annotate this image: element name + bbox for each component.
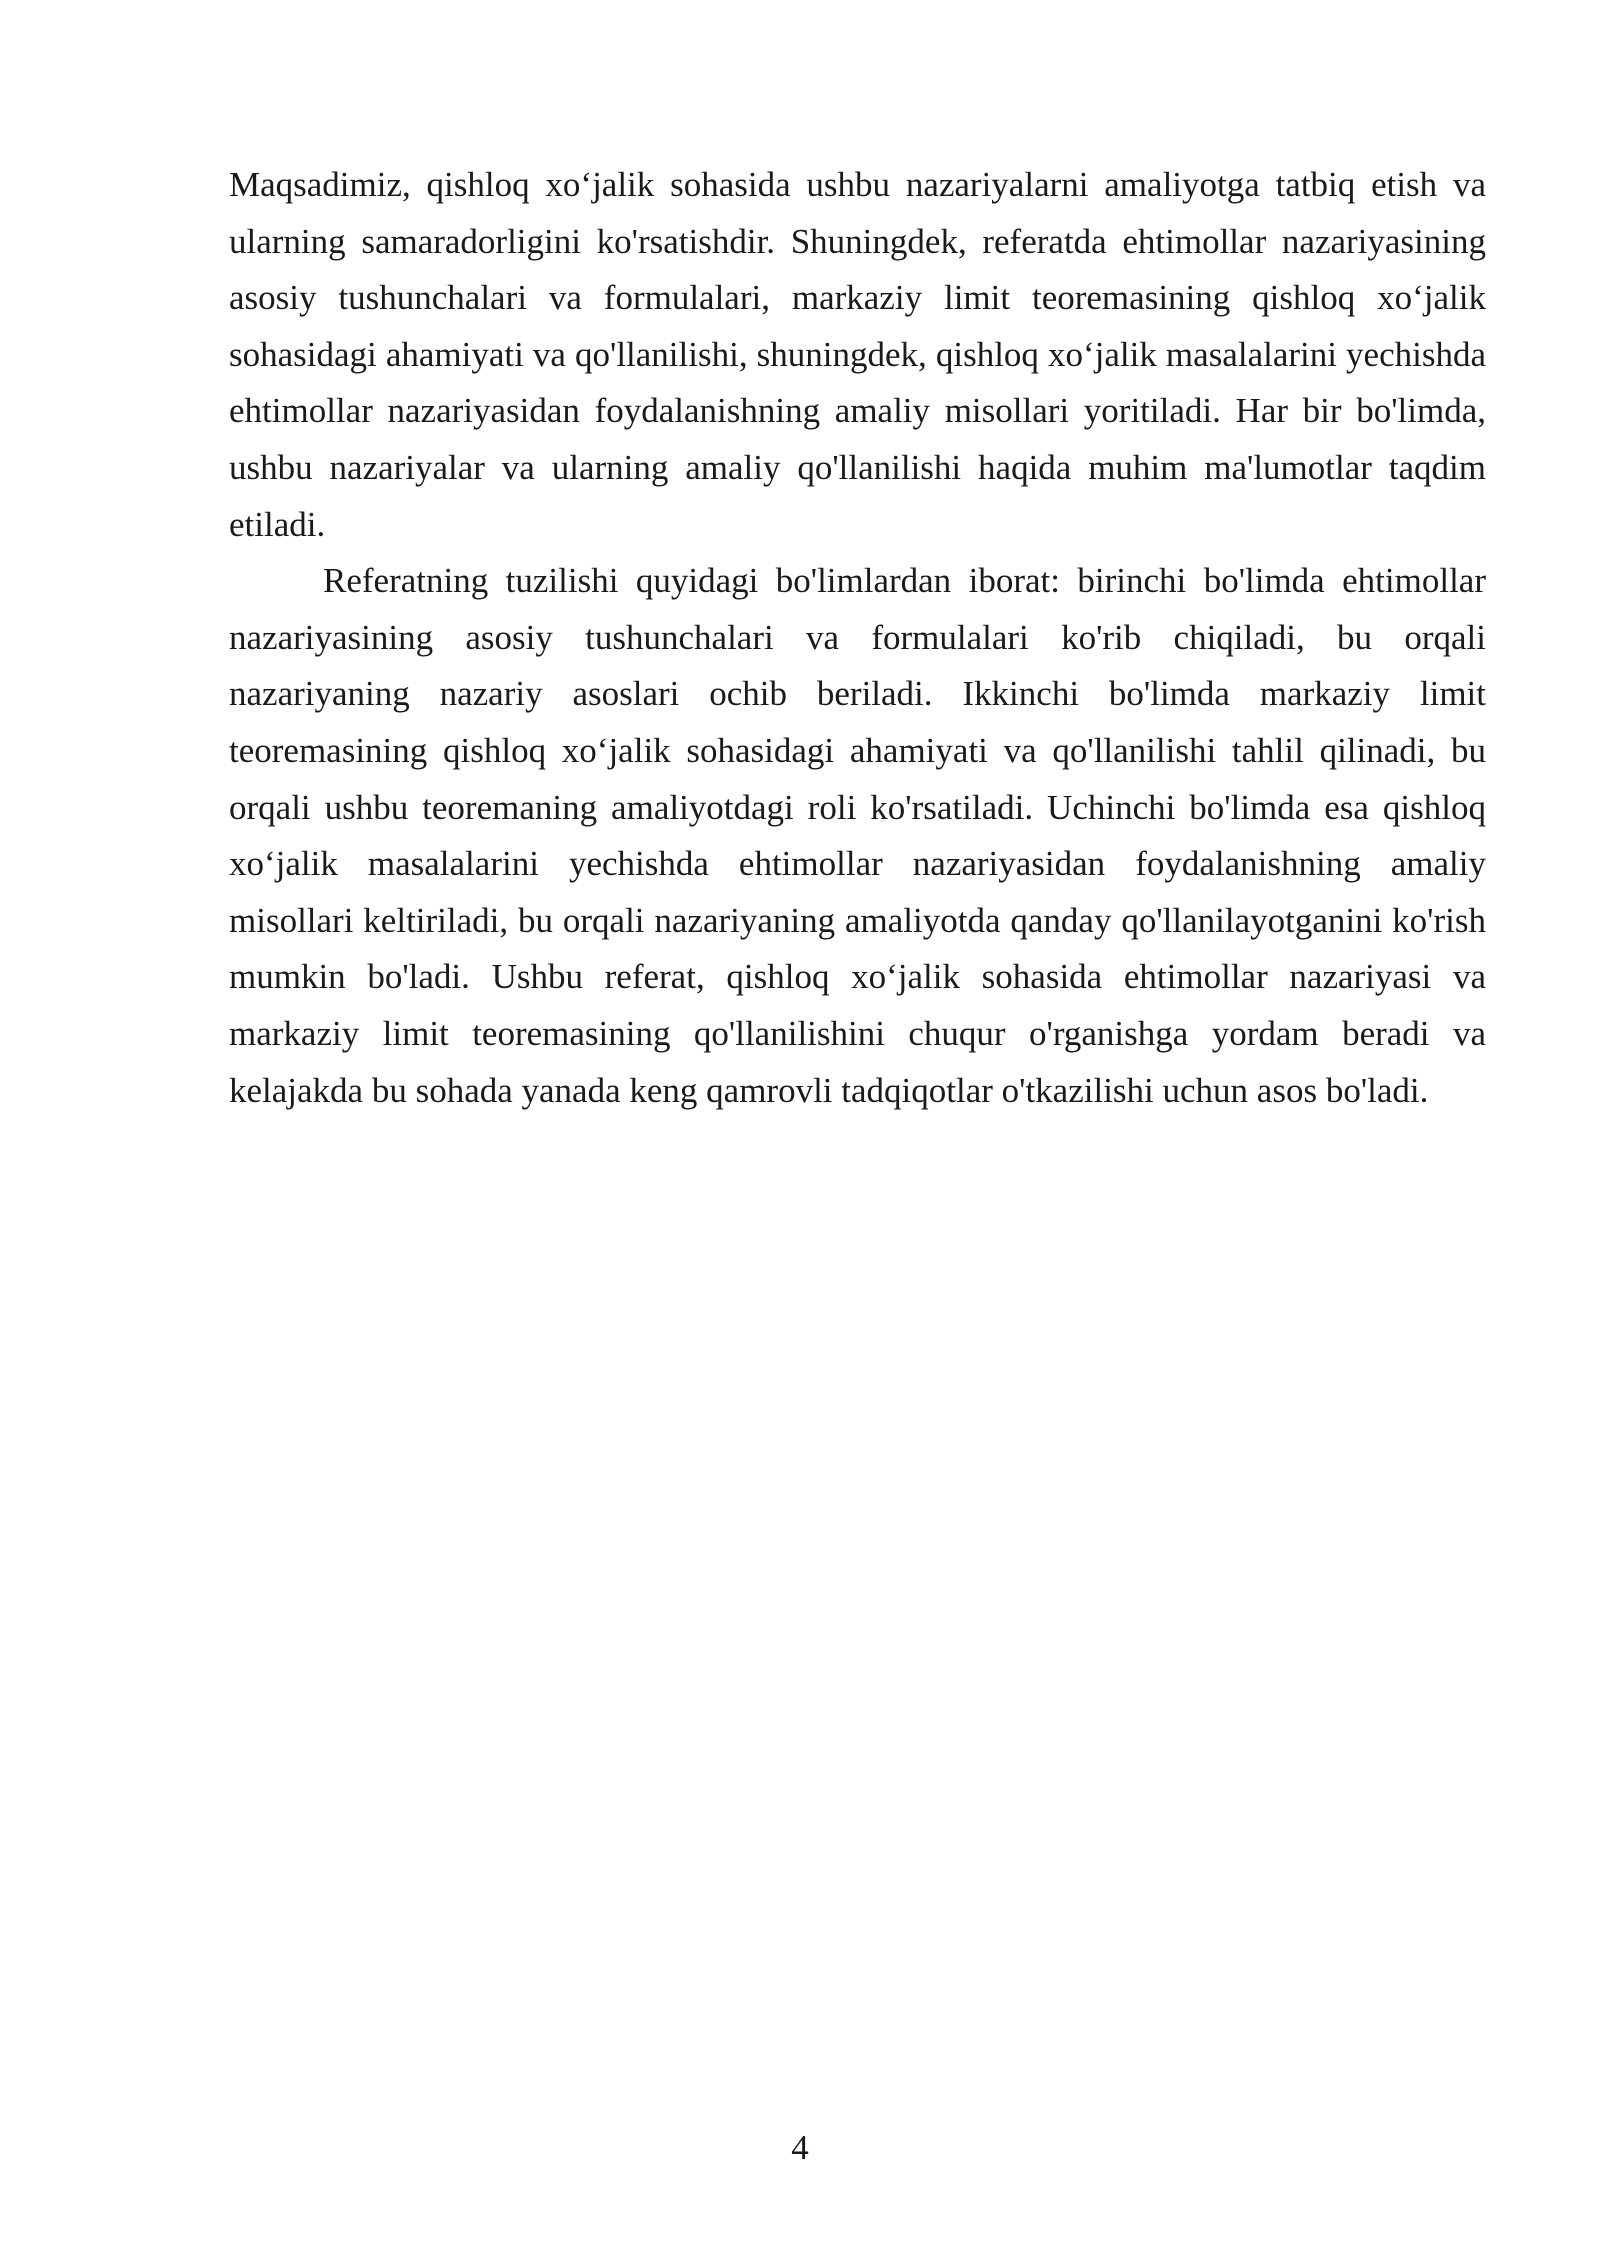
paragraph-goal: Maqsadimiz, qishloq xo‘jalik sohasida ushbu nazariyalarni amaliyotga tatbiq etish va ularning samaradorligini ko'rsatishdir. Shuningdek, referatda ehtimollar nazariyasining asosiy tushunchalari va formulalari, markaziy limit teoremasining qishloq xo‘jalik sohasidagi ahamiyati va qo'llanilishi, shuningdek, qishloq xo‘jalik masalalarini yechishda ehtimollar nazariyasidan foydalanishning amaliy misollari yoritiladi. Har bir bo'limda, ushbu nazariyalar va ularning amaliy qo'llanilishi haqida muhim ma'lumotlar taqdim etiladi. [229,165,1486,544]
page-number: 4 [791,2128,809,2167]
body-text [229,157,1486,1119]
paragraph-structure: Referatning tuzilishi quyidagi bo'limlardan iborat: birinchi bo'limda ehtimollar nazariyasining asosiy tushunchalari va formulalari ko'rib chiqiladi, bu orqali nazariyaning nazariy asoslari ochib beriladi. Ikkinchi bo'limda markaziy limit teoremasining qishloq xo‘jalik sohasidagi ahamiyati va qo'llanilishi tahlil qilinadi, bu orqali ushbu teoremaning amaliyotdagi roli ko'rsatiladi. Uchinchi bo'limda esa qishloq xo‘jalik masalalarini yechishda ehtimollar nazariyasidan foydalanishning amaliy misollari keltiriladi, bu orqali nazariyaning amaliyotda qanday qo'llanilayotganini ko'rish mumkin bo'ladi. Ushbu referat, qishloq xo‘jalik sohasida ehtimollar nazariyasi va markaziy limit teoremasining qo'llanilishini chuqur o'rganishga yordam beradi va kelajakda bu sohada yanada keng qamrovli tadqiqotlar o'tkazilishi uchun asos bo'ladi. [229,561,1486,1110]
